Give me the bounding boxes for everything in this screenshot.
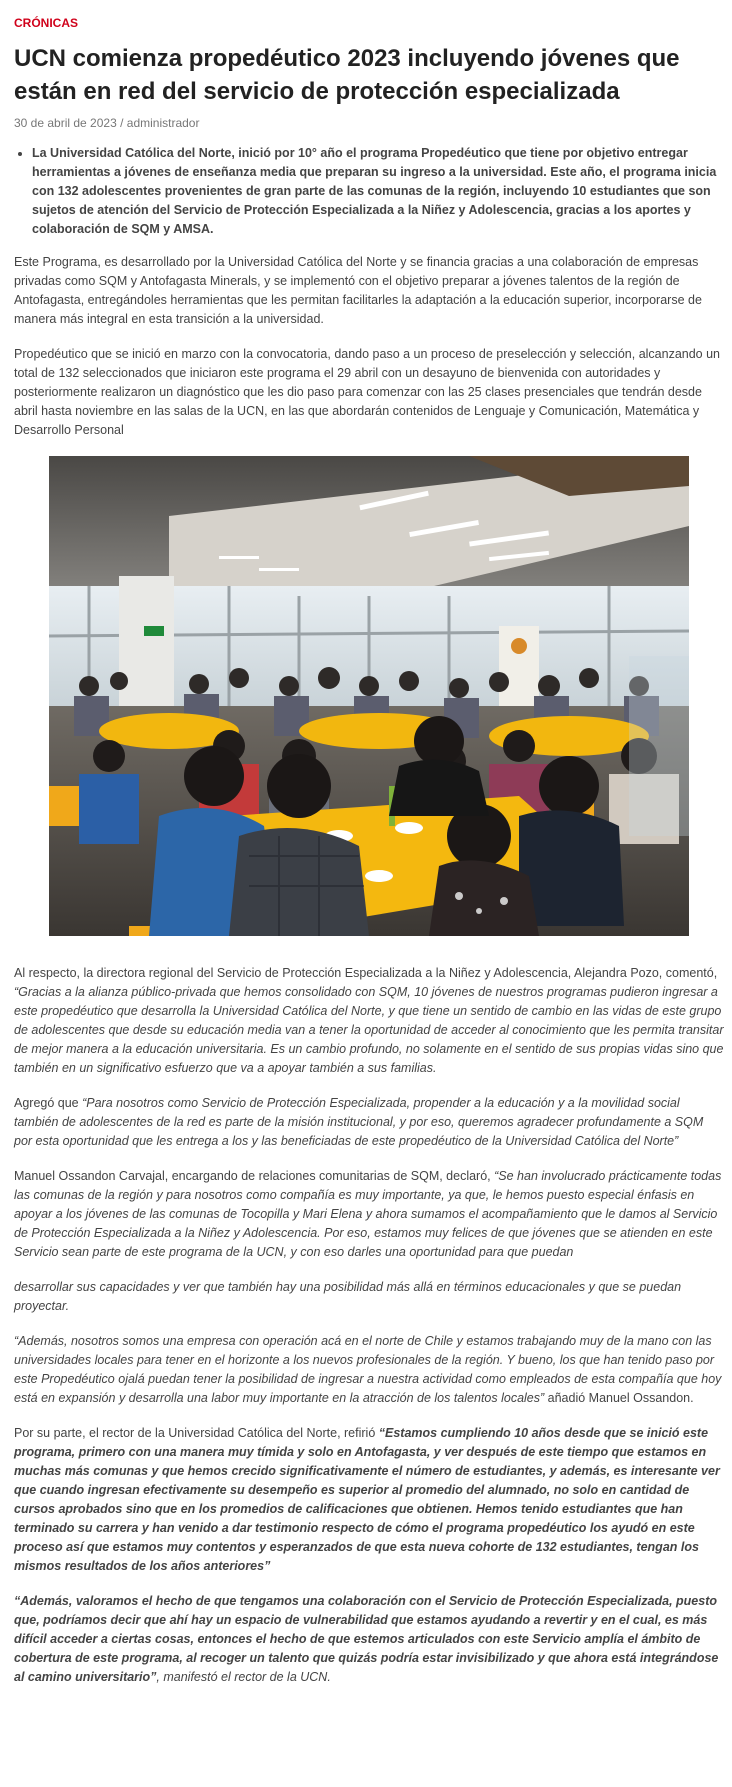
paragraph-7 — [14, 1332, 724, 1408]
post-date: 30 de abril de 2023 — [14, 116, 117, 130]
summary-list — [14, 144, 724, 239]
p8-intro: Por su parte, el rector de la Universidad Católica del Norte, refirió — [14, 1426, 379, 1440]
paragraph-8 — [14, 1424, 724, 1576]
article-title: UCN comienza propedéutico 2023 incluyendo jóvenes que están en red del servicio de protección especializada — [14, 45, 680, 105]
p4-quote: “Para nosotros como Servicio de Protección Especializada, propender a la educación y a la movilidad social también de adolescentes de la red es parte de la misión institucional, y por eso, queremos agradecer profundamente a SQM por esta oportunidad que les entrega a los y las beneficiadas de este propedéutico de la Universidad Católica del Norte” — [14, 1096, 704, 1148]
paragraph-1: Este Programa, es desarrollado por la Universidad Católica del Norte y se financia gracias a una colaboración de empresas privadas como SQM y Antofagasta Minerals, y se implementó con el objetivo preparar a jóvenes talentos de la región de Antofagasta, entregándoles herramientas que les permitan facilitarles la adaptación a la educación superior, incorporarse de manera más integral en esta transición a la universidad. — [14, 255, 702, 326]
author-link[interactable]: administrador — [126, 116, 200, 130]
p6-text: desarrollar sus capacidades y ver que también hay una posibilidad más allá en términos educacionales y que se puedan proyectar. — [14, 1280, 682, 1313]
p3-intro: Al respecto, la directora regional del Servicio de Protección Especializada a la Niñez y Adolescencia, Alejandra Pozo, comentó, — [14, 966, 718, 980]
summary-item: • La Universidad Católica del Norte, inició por 10° año el programa Propedéutico que tiene por objetivo entregar herramientas a jóvenes de enseñanza media que preparan su ingreso a la universidad. Este año, el programa inicia con 132 adolescentes provenientes de gran parte de las comunas de la región, incluyendo 10 estudiantes que son sujetos de atención del Servicio de Protección Especializada a la Niñez y Adolescencia, gracias a los aportes y colaboración de SQM y AMSA. — [32, 144, 724, 239]
p9-outro: , manifestó el rector de la UCN. — [156, 1670, 331, 1684]
paragraph-6 — [14, 1278, 724, 1316]
paragraph-9 — [14, 1592, 724, 1687]
post-meta — [14, 116, 724, 130]
paragraph-5 — [14, 1167, 724, 1262]
paragraph-2: Propedéutico que se inició en marzo con la convocatoria, dando paso a un proceso de preselección y selección, alcanzando un total de 132 seleccionados que iniciaron este programa el 29 abril con un desayuno de bienvenida con autoridades y posteriormente realizaron un diagnóstico que les dio paso para comenzar con las 25 clases presenciales que tendrán desde abril hasta noviembre en las salas de la UCN, en las que abordarán contenidos de Lenguaje y Comunicación, Matemática y Desarrollo Personal — [14, 347, 721, 437]
p5-quote: “Se han involucrado prácticamente todas las comunas de la región y para nosotros como compañía es muy importante, ya que, le hemos puesto especial énfasis en apoyar a los jóvenes de las comunas de Tocopilla y Mari Elena y ahora sumamos el acompañamiento que le damos al Servicio de Protección Especializada a la Niñez y Adolescencia. Por eso, estamos muy felices de que jóvenes que se atienden en este Servicio sean parte de este programa de la UCN, y con eso darles una oportunidad para que puedan — [14, 1169, 722, 1259]
event-photo — [49, 456, 689, 936]
paragraph-3 — [14, 964, 724, 1078]
meta-separator: / — [116, 116, 127, 130]
p3-quote: “Gracias a la alianza público-privada que hemos consolidado con SQM, 10 jóvenes de nuestros programas pudieron ingresar a este propedéutico que desarrolla la Universidad Católica del Norte, y que tiene un sentido de cambio en las vidas de este grupo de adolescentes que desde su educación media van a tener la oportunidad de acceder al conocimiento que les permita transitar de mejor manera a la educación universitaria. Es un cambio profundo, no solamente en el sentido de sus propias vidas sino que también en un significativo esfuerzo que va a apoyar también a sus familias. — [14, 985, 724, 1075]
paragraph-4 — [14, 1094, 724, 1151]
p5-intro: Manuel Ossandon Carvajal, encargando de relaciones comunitarias de SQM, declaró, — [14, 1169, 495, 1183]
p4-intro: Agregó que — [14, 1096, 83, 1110]
photo-container — [14, 456, 724, 936]
p7-outro: añadió Manuel Ossandon. — [544, 1391, 694, 1405]
p7-quote: “Además, nosotros somos una empresa con operación acá en el norte de Chile y estamos trabajando muy de la mano con las universidades locales para tener en el horizonte a los nuevos profesionales de la región. Y bueno, los que han tenido paso por este Propedéutico ojalá puedan tener la posibilidad de ingresar a nuestra actividad como empleados de esta compañía que hoy está en expansión y desarrolla una labor muy importante en la atracción de los talentos locales” — [14, 1334, 722, 1405]
category-link[interactable]: CRÓNICAS — [14, 16, 79, 30]
p9-quote: “Además, valoramos el hecho de que tengamos una colaboración con el Servicio de Protección Especializada, puesto que, podríamos decir que ahí hay un espacio de vulnerabilidad que estamos ayudando a revertir y en el cual, es más difícil acceder a ciertas cosas, entonces el hecho de que estemos articulados con este Servicio amplía el ámbito de cobertura de este programa, al recoger un talento que quizás podría estar invisibilizado y que ahora está integrándose al camino universitario” — [14, 1594, 719, 1684]
p8-quote: “Estamos cumpliendo 10 años desde que se inició este programa, primero con una manera muy tímida y solo en Antofagasta, y ver después de este tiempo que estamos en muchas más comunas y que hemos crecido significativamente el número de estudiantes, y además, es interesante ver que cuando ingresan efectivamente su desempeño es superior al promedio del alumnado, no solo en cantidad de cursos aprobados sino que en los promedios de calificaciones que obtienen. Hemos tenido estudiantes que han terminado su carrera y han venido a dar testimonio respecto de cómo el programa propedéutico los ayudó en este proceso así que estamos muy contentos y esperanzados de que esta nueva cohorte de 132 estudiantes, tengan los mismos resultados de los años anteriores” — [14, 1426, 720, 1573]
